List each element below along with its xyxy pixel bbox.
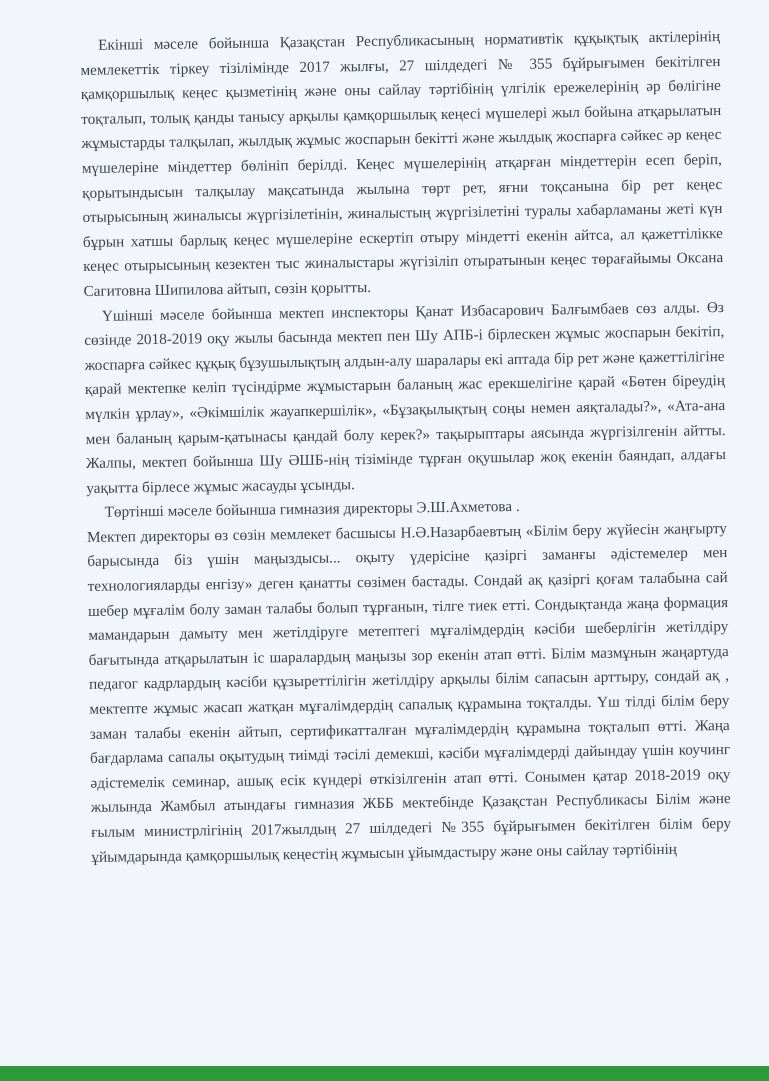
paragraph-fourth-issue-heading: Төртінші мәселе бойынша гимназия директоры Э.Ш.Ахметова . — [104, 498, 520, 521]
bottom-green-strip — [0, 1066, 769, 1081]
paragraph-director-speech: Мектеп директоры өз сөзін мемлекет басшысы Н.Ә.Назарбаевтың «Білім беру жүйесін жаңғырту барысында біз үшін маңыздысы... оқыту үдерісіне қазіргі заманғы әдістемелер мен технологияларды енгізу» деген қанатты сөзімен бастады. Сондай ақ қазіргі қоғам талабына сай шебер мұғалім болу заман талабы болып тұрғанын, тілге тиек етті. Сондықтанда жаңа формация мамандарын дамыту мен жетілдіруге метептегі мұғалімдердің кәсіби шеберлігін жетілдіру бағытында атқарылатын іс шаралардың маңызы зор екенін атап өтті. Білім мазмұнын жаңартуда педагог кадрлардың кәсіби құзыреттілігін жетілдіру арқылы білім сапасын арттыру, сондай ақ , мектепте жұмыс жасап жатқан мұғалімдердің сапалық құрамына тоқталды. Үш тілді білім беру заман талабы екенін айтып, сертификатталған мұғалімдердің құрамына тоқталып өтті. Жаңа бағдарлама сапалы оқытудың тиімді тәсілі демекші, кәсіби мұғалімдерді дайындау үшін коучинг әдістемелік семинар, ашық есік күндері өткізілгенін атап өтті. Сонымен қатар 2018-2019 оқу жылында Жамбыл атындағы гимназия ЖББ мектебінде Қазақстан Республикасы Білім және ғылым министрлігінің 2017жылдың 27 шілдедегі №355 бұйрығымен бекітілген білім беру ұйымдарында қамқоршылық кеңестің жұмысын ұйымдастыру және оны сайлау тәртібінің — [86, 519, 732, 866]
paragraph-third-issue: Үшінші мәселе бойынша мектеп инспекторы Қанат Избасарович Балғымбаев сөз алды. Өз сөзінде 2018-2019 оқу жылы басында мектеп пен Шу АПБ-і бірлескен жұмыс жоспарын бекітіп, жоспарға сәйкес құқық бұзушылықтың алдын-алу шаралары екі аптада бір рет және қажеттілігіне қарай мектепке келіп түсіндірме жұмыстарын баланың жас ерекшелігіне қарай «Бөтен біреудің мүлкін ұрлау», «Әкімшілік жауапкершілік», «Бұзақылықтың соңы немен аяқталады?», «Ата-ана мен баланың қарым-қатынасы қандай болу керек?» тақырыптары аясында жүргізілгенін айтты. Жалпы, мектеп бойынша Шу ӘШБ-нің тізімінде тұрған оқушылар жоқ екенін баяндап, алдағы уақытта бірлесе жұмыс жасауды ұсынды. — [84, 298, 727, 497]
document-body — [80, 25, 732, 870]
paragraph-second-issue: Екінші мәселе бойынша Қазақстан Республикасының нормативтік құқықтық актілерінің мемлекеттік тіркеу тізілімінде 2017 жылғы, 27 шілдедегі № 355 бұйрығымен бекітілген қамқоршылық кеңес қызметінің және оны сайлау тәртібінің үлгілік ережелерінің әр бөлігіне тоқталып, толық қанды танысу арқылы қамқоршылық кеңесі мүшелері жыл бойына атқарылатын жұмыстарды талқылап, жылдық жұмыс жоспарын бекітті және жылдық жоспарға сәйкес әр кеңес мүшелеріне міндеттер бөлініп берілді. Кеңес мүшелерінің атқарған міндеттерін есеп беріп, қорытындысын талқылау мақсатында жылына төрт рет, яғни тоқсанына бір рет кеңес отырысының жиналысы жүргізілетінін, жиналыстың жүргізілетіні туралы хабарламаны жеті күн бұрын хатшы барлық кеңес мүшелеріне ескертіп отыру міндетті екенін айтса, ал қажеттілікке кеңес отырысының кезектен тыс жиналыстары жүгізіліп отыратынын кеңес төрағайымы Оксана Сагитовна Шипилова айтып, сөзін қорытты. — [80, 28, 724, 300]
